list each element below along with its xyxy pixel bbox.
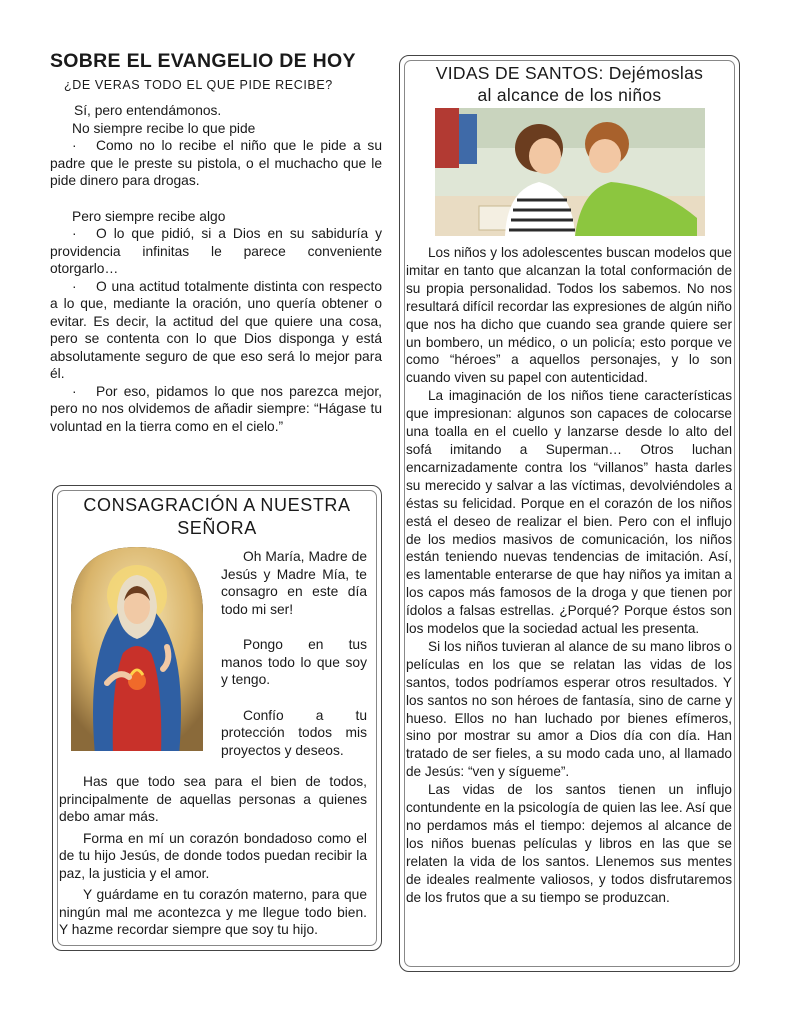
intro-line-1: Sí, pero entendámonos. bbox=[74, 103, 222, 118]
vidas-p3: Si los niños tuvieran al alance de su mano libros o películas en los que se relatan las vidas de los santos, todos podríamos esperar otros resultados. Y los santos no son héroes de fantasía, sino de carne y hueso. Ellos no han luchado por bienes efímeros, sino por mostrar su amor a Dios día con día. Han tratado de ser fieles, a su modo cada uno, al llamado de Jesús: “ven y sígueme”. bbox=[406, 638, 732, 780]
consagracion-side-text bbox=[221, 548, 367, 759]
consagracion-title bbox=[53, 494, 381, 540]
evangelio-section bbox=[50, 50, 382, 435]
consagracion-p6: Y guárdame en tu corazón materno, para que ningún mal me acontezca y me llegue todo bien. Y hazme recordar siempre que soy tu hijo. bbox=[59, 887, 367, 937]
bullet-text-4: Por eso, pidamos lo que nos parezca mejor, pero no nos olvidemos de añadir siempre: “Hágase tu voluntad en la tierra como en el cielo.” bbox=[50, 383, 382, 434]
vidas-title bbox=[400, 62, 739, 106]
consagracion-p3: Confío a tu protección todos mis proyectos y deseos. bbox=[221, 707, 367, 758]
consagracion-p2: Pongo en tus manos todo lo que soy y tengo. bbox=[221, 637, 367, 687]
evangelio-title: SOBRE EL EVANGELIO DE HOY bbox=[50, 50, 356, 72]
vidas-p1: Los niños y los adolescentes buscan modelos que imitar en tanto que alcanzan la total conformación de su propia personalidad. Todos los sabemos. No nos resultará difícil recordar las expresiones de algún niño que nos ha dicho que cuando sea grande quiere ser un bombero, un médico, o un policía; esto porque ve como “héroes” a aquellos personajes, y lo son cuando viven su papel con autenticidad. bbox=[406, 245, 732, 386]
madonna-image bbox=[67, 543, 207, 755]
bullet-paragraph-4 bbox=[50, 383, 382, 436]
vidas-p4: Las vidas de los santos tienen un influjo contundente en la psicología de quien las lee. Así que no perdamos más el tiempo: dejemos al alcance de los niños buenas películas y libros en las que se relaten la vida de los santos. Llenemos sus mentes de ideales realmente valiosos, y todos disfrutaremos de los frutos que a su tiempo se produzcan. bbox=[406, 782, 732, 905]
vidas-p2: La imaginación de los niños tiene características que impresionan: algunos son capaces de colocarse una toalla en el cuello y lanzarse desde lo alto del sofá imitando a Superman… Otros luchan encarnizadamente contra los “villanos” hasta darles su merecido y salvar a las víctimas, devolviéndoles a éstas su felicidad. Porque en el corazón de los niños está el deseo de realizar el bien. Pero con el influjo de los medios masivos de comunicación, los niños están teniendo nuevas tendencias de imitación. Así, es lamentable enterarse de que hay niños ya imitan a los capos más famosos de la droga y que tienen por ídolos a falsas estrellas. ¿Porqué? Porque éstos son los modelos que la sociedad actual les presenta. bbox=[406, 388, 732, 637]
bullet-dot: · bbox=[72, 383, 77, 399]
bullet-paragraph-1 bbox=[50, 137, 382, 190]
consagracion-bottom-text bbox=[59, 773, 367, 939]
consagracion-title-line-2: SEÑORA bbox=[177, 518, 257, 538]
vidas-title-line-2: al alcance de los niños bbox=[477, 85, 662, 105]
consagracion-p5: Forma en mí un corazón bondadoso como el de tu hijo Jesús, de donde todos puedan recibir la paz, la justicia y el amor. bbox=[59, 830, 367, 881]
consagracion-box bbox=[52, 485, 382, 951]
kids-reading-photo bbox=[435, 108, 705, 236]
consagracion-title-line-1: CONSAGRACIÓN A NUESTRA bbox=[83, 495, 351, 515]
bullet-paragraph-2 bbox=[50, 225, 382, 278]
intro-line-2: No siempre recibe lo que pide bbox=[72, 120, 256, 136]
vidas-title-line-1: VIDAS DE SANTOS: Dejémoslas bbox=[435, 63, 704, 83]
section2-heading: Pero siempre recibe algo bbox=[72, 208, 226, 224]
consagracion-p1: Oh María, Madre de Jesús y Madre Mía, te consagro en este día todo mi ser! bbox=[221, 549, 367, 617]
bullet-text-3: O una actitud totalmente distinta con respecto a lo que, mediante la oración, uno quería obtener o evitar. Es decir, la actitud del que quiere una cosa, pero se contenta con lo que Dios disponga y está absolutamente seguro de que eso será lo mejor para él. bbox=[50, 278, 382, 381]
bullet-text-1: Como no lo recibe el niño que le pide a su padre que le preste su pistola, o el muchacho que le pide dinero para drogas. bbox=[50, 138, 382, 188]
consagracion-p4: Has que todo sea para el bien de todos, principalmente de aquellas personas a quienes debo amar más. bbox=[59, 774, 367, 824]
bullet-text-2: O lo que pidió, si a Dios en su sabiduría y providencia infinitas le parece conveniente otorgarlo… bbox=[50, 226, 382, 276]
evangelio-subtitle: ¿DE VERAS TODO EL QUE PIDE RECIBE? bbox=[64, 78, 333, 92]
bullet-paragraph-3 bbox=[50, 278, 382, 383]
bullet-dot: · bbox=[72, 226, 77, 241]
vidas-body-text bbox=[406, 244, 732, 907]
bullet-dot: · bbox=[72, 278, 77, 294]
bullet-dot: · bbox=[72, 138, 77, 153]
vidas-santos-box bbox=[399, 55, 740, 972]
